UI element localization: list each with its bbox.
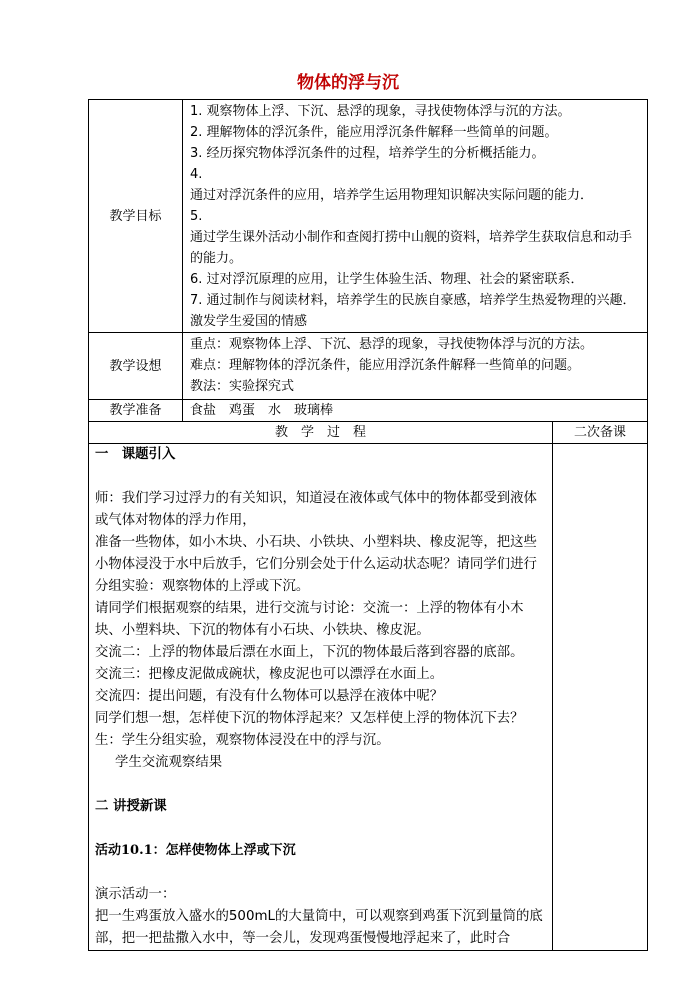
paragraph: 准备一些物体，如小木块、小石块、小铁块、小塑料块、橡皮泥等，把这些小物体浸没于水中后放手，它们分别会处于什么运动状态呢？请同学们进行分组实验：观察物体的上浮或下沉。 [95,535,537,594]
prep-label: 教学准备 [89,400,183,422]
design-label: 教学设想 [89,333,183,400]
process-header: 教 学 过 程 [89,422,553,444]
spacer [95,862,546,884]
prep-materials: 食盐 鸡蛋 水 玻璃棒 [190,403,334,418]
page-title: 物体的浮与沉 [297,73,399,93]
design-line: 重点：观察物体上浮、下沉、悬浮的现象，寻找使物体浮与沉的方法。 [190,337,594,352]
goals-row [89,100,648,333]
goal-item: 7. 通过制作与阅读材料，培养学生的民族自豪感，培养学生热爱物理的兴趣．激发学生爱国的情感 [190,293,636,329]
section-heading: 二 讲授新课 [95,799,167,814]
paragraph: 学生交流观察结果 [115,755,223,770]
process-content [89,444,553,951]
paragraph: 请同学们根据观察的结果，进行交流与讨论：交流一：上浮的物体有小木块、小塑料块、下沉的物体有小石块、小铁块、橡皮泥。 [95,601,524,638]
spacer [95,774,546,796]
design-line: 教法：实验探究式 [190,379,295,394]
notes-header: 二次备课 [553,422,648,444]
goal-item: 2. 理解物体的浮沉条件，能应用浮沉条件解释一些简单的问题。 [190,125,558,140]
header-row [89,422,648,444]
paragraph: 把一生鸡蛋放入盛水的500mL的大量筒中，可以观察到鸡蛋下沉到量筒的底部，把一把盐撒入水中，等一会儿，发现鸡蛋慢慢地浮起来了，此时合 [95,909,543,946]
goals-label: 教学目标 [89,100,183,333]
goal-item: 4. [190,167,203,182]
design-row [89,333,648,400]
goal-item: 1. 观察物体上浮、下沉、悬浮的现象，寻找使物体浮与沉的方法。 [190,104,571,119]
goal-item: 通过学生课外活动小制作和查阅打捞中山舰的资料，培养学生获取信息和动手的能力。 [190,230,633,266]
process-row [89,444,648,951]
paragraph: 师：我们学习过浮力的有关知识，知道浸在液体或气体中的物体都受到液体或气体对物体的浮力作用， [95,491,537,528]
paragraph: 交流四：提出问题，有没有什么物体可以悬浮在液体中呢？ [95,689,444,704]
goal-item: 5. [190,209,203,224]
lesson-plan-table [88,99,648,951]
prep-row [89,400,648,422]
paragraph: 交流三：把橡皮泥做成碗状，橡皮泥也可以漂浮在水面上。 [95,667,444,682]
goal-item: 通过对浮沉条件的应用，培养学生运用物理知识解决实际问题的能力． [190,188,594,203]
paragraph: 交流二：上浮的物体最后漂在水面上，下沉的物体最后落到容器的底部。 [95,645,524,660]
section-heading: 一 课题引入 [95,447,176,462]
goal-item: 6. 过对浮沉原理的应用，让学生体验生活、物理、社会的紧密联系． [190,272,584,287]
activity-heading: 活动10.1：怎样使物体上浮或下沉 [95,843,296,858]
paragraph: 演示活动一： [95,887,176,902]
design-content [183,333,648,400]
goals-content [183,100,648,333]
spacer [95,466,546,488]
paragraph: 同学们想一想，怎样使下沉的物体浮起来？又怎样使上浮的物体沉下去？ [95,711,524,726]
design-line: 难点：理解物体的浮沉条件，能应用浮沉条件解释一些简单的问题。 [190,358,581,373]
prep-content [183,400,648,422]
spacer [95,818,546,840]
notes-column [553,444,648,951]
goal-item: 3. 经历探究物体浮沉条件的过程，培养学生的分析概括能力。 [190,146,545,161]
paragraph: 生：学生分组实验，观察物体浸没在中的浮与沉。 [95,733,390,748]
